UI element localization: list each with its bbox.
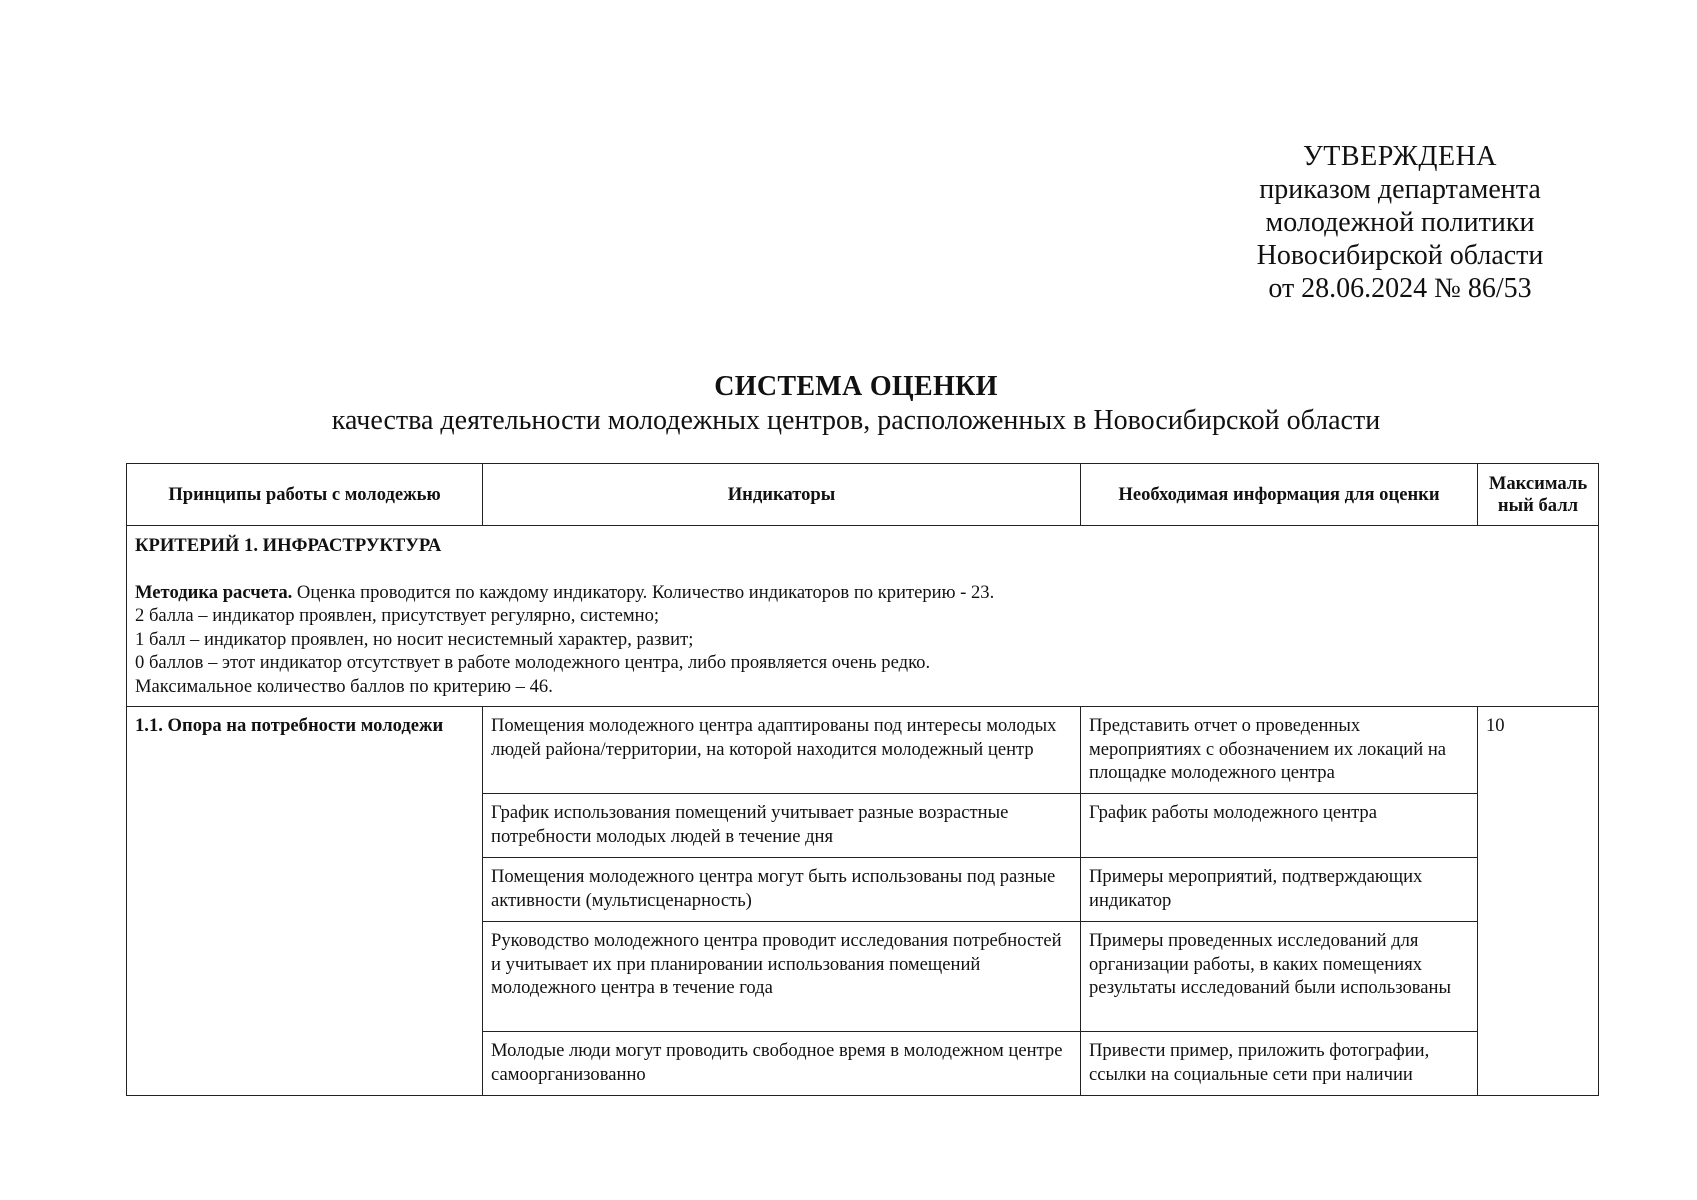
header-info: Необходимая информация для оценки	[1081, 464, 1478, 526]
approval-stamp	[1200, 140, 1600, 305]
info-cell: Примеры проведенных исследований для организации работы, в каких помещениях результаты исследований были использованы	[1081, 922, 1478, 1032]
table-row	[127, 707, 1599, 794]
indicator-cell: Руководство молодежного центра проводит исследования потребностей и учитывает их при планировании использования помещений молодежного центра в течение года	[483, 922, 1081, 1032]
criterion-title: КРИТЕРИЙ 1. ИНФРАСТРУКТУРА	[135, 535, 442, 556]
info-cell: Привести пример, приложить фотографии, ссылки на социальные сети при наличии	[1081, 1032, 1478, 1096]
score-0-line: 0 баллов – этот индикатор отсутствует в работе молодежного центра, либо проявляется очень редко.	[135, 652, 931, 673]
score-2-line: 2 балла – индикатор проявлен, присутствует регулярно, системно;	[135, 605, 660, 626]
approval-title: УТВЕРЖДЕНА	[1302, 141, 1498, 172]
method-text: Оценка проводится по каждому индикатору. Количество индикаторов по критерию - 23.	[292, 581, 995, 603]
header-principles: Принципы работы с молодежью	[127, 464, 483, 526]
table-header-row	[127, 464, 1599, 526]
indicator-cell: Помещения молодежного центра адаптированы под интересы молодых людей района/территории, на которой находится молодежный центр	[483, 707, 1081, 794]
info-cell: Примеры мероприятий, подтверждающих индикатор	[1081, 858, 1478, 922]
document-subtitle: качества деятельности молодежных центров, расположенных в Новосибирской области	[331, 405, 1381, 436]
evaluation-table	[126, 463, 1599, 1096]
max-score-cell: 10	[1478, 707, 1599, 1096]
document-title: СИСТЕМА ОЦЕНКИ	[714, 371, 998, 402]
criterion-cell	[127, 526, 1599, 707]
approval-line: молодежной политики	[1265, 207, 1535, 238]
header-max-score	[1478, 464, 1599, 526]
info-cell: Представить отчет о проведенных мероприятиях с обозначением их локаций на площадке молодежного центра	[1081, 707, 1478, 794]
principle-cell: 1.1. Опора на потребности молодежи	[127, 707, 483, 1096]
indicator-cell: Молодые люди могут проводить свободное время в молодежном центре самоорганизованно	[483, 1032, 1081, 1096]
approval-order-number: от 28.06.2024 № 86/53	[1268, 273, 1532, 304]
document-heading	[126, 370, 1586, 438]
header-max-line1: Максималь	[1488, 472, 1588, 494]
info-cell: График работы молодежного центра	[1081, 794, 1478, 858]
indicator-cell: Помещения молодежного центра могут быть использованы под разные активности (мультисценарность)	[483, 858, 1081, 922]
score-1-line: 1 балл – индикатор проявлен, но носит несистемный характер, развит;	[135, 628, 694, 650]
method-label: Методика расчета.	[135, 581, 293, 603]
header-indicators: Индикаторы	[483, 464, 1081, 526]
method-line	[135, 581, 1590, 605]
header-max-line2: ный балл	[1497, 494, 1579, 516]
criterion-row	[127, 526, 1599, 707]
approval-line: приказом департамента	[1259, 174, 1541, 205]
approval-line: Новосибирской области	[1256, 240, 1544, 271]
max-score-line: Максимальное количество баллов по критерию – 46.	[135, 675, 553, 697]
indicator-cell: График использования помещений учитывает разные возрастные потребности молодых людей в течение дня	[483, 794, 1081, 858]
